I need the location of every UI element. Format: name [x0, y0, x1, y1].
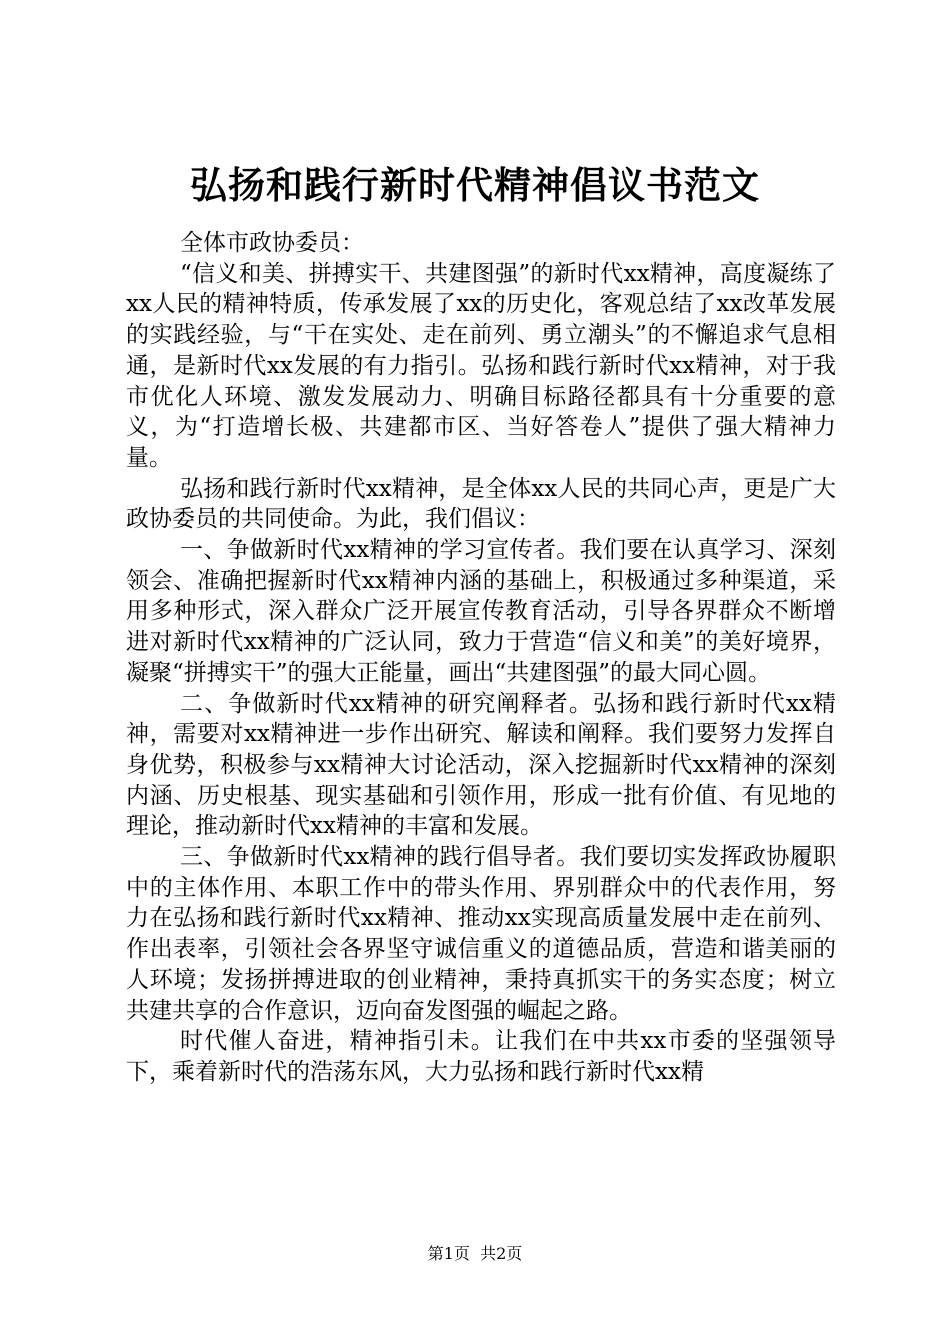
document-title: 弘扬和践行新时代精神倡议书范文: [190, 163, 760, 207]
page-total: 共2页: [480, 1244, 523, 1263]
salutation: 全体市政协委员：: [180, 230, 364, 256]
paragraph-point-two: 二、争做新时代xx精神的研究阐释者。弘扬和践行新时代xx精神，需要对xx精神进一步作出研究、解读和阐释。我们要努力发挥自身优势，积极参与xx精神大讨论活动，深入挖掘新时代xx精神的深刻内涵、历史根基、现实基础和引领作用，形成一批有价值、有见地的理论，推动新时代xx精神的丰富和发展。: [126, 690, 836, 840]
page-number: 第1页: [427, 1244, 470, 1263]
paragraph-point-three: 三、争做新时代xx精神的践行倡导者。我们要切实发挥政协履职中的主体作用、本职工作中的带头作用、界别群众中的代表作用，努力在弘扬和践行新时代xx精神、推动xx实现高质量发展中走在前列、作出表率，引领社会各界坚守诚信重义的道德品质，营造和谐美丽的人环境；发扬拼搏进取的创业精神，秉持真抓实干的务实态度；树立共建共享的合作意识，迈向奋发图强的崛起之路。: [126, 844, 836, 1024]
paragraph-point-one: 一、争做新时代xx精神的学习宣传者。我们要在认真学习、深刻领会、准确把握新时代xx精神内涵的基础上，积极通过多种渠道，采用多种形式，深入群众广泛开展宣传教育活动，引导各界群众不断增进对新时代xx精神的广泛认同，致力于营造“信义和美”的美好境界，凝聚“拼搏实干”的强大正能量，画出“共建图强”的最大同心圆。: [126, 537, 836, 686]
document-body: [126, 228, 836, 1088]
paragraph-proposal: 弘扬和践行新时代xx精神，是全体xx人民的共同心声，更是广大政协委员的共同使命。为此，我们倡议：: [126, 475, 836, 533]
page-footer: [0, 1243, 950, 1265]
paragraph-closing: 时代催人奋进，精神指引未。让我们在中共xx市委的坚强领导下，乘着新时代的浩荡东风，大力弘扬和践行新时代xx精: [126, 1028, 836, 1085]
paragraph-intro: “信义和美、拼搏实干、共建图强”的新时代xx精神，高度凝练了xx人民的精神特质，传承发展了xx的历史化，客观总结了xx改革发展的实践经验，与“干在实处、走在前列、勇立潮头”的不懈追求气息相通，是新时代xx发展的有力指引。弘扬和践行新时代xx精神，对于我市优化人环境、激发发展动力、明确目标路径都具有十分重要的意义，为“打造增长极、共建都市区、当好答卷人”提供了强大精神力量。: [126, 260, 836, 471]
